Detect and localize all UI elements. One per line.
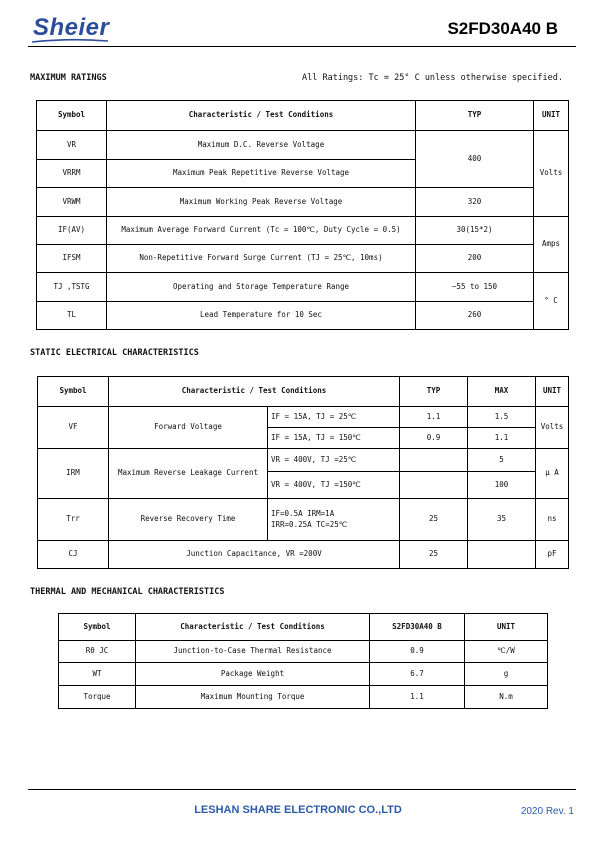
table-row [38,541,569,569]
unit-cell: ° C [534,273,569,330]
characteristic-cell: Maximum Peak Repetitive Reverse Voltage [107,160,416,188]
value-cell: 0.9 [370,641,465,663]
characteristic-cell: Maximum D.C. Reverse Voltage [107,131,416,160]
col-header: MAX [468,377,536,407]
symbol-cell: IF(AV) [37,217,107,245]
symbol-cell: TL [37,302,107,330]
table-row [37,273,569,302]
condition-cell [268,499,400,541]
typ-cell: −55 to 150 [416,273,534,302]
symbol-cell: TJ ,TSTG [37,273,107,302]
symbol-cell: IFSM [37,245,107,273]
unit-cell: ℃/W [465,641,548,663]
characteristic-cell: Lead Temperature for 10 Sec [107,302,416,330]
symbol-cell: IRM [38,449,109,499]
col-header: Symbol [38,377,109,407]
part-number: S2FD30A40 B [447,19,558,38]
typ-cell: 200 [416,245,534,273]
table-row [37,131,569,160]
col-header: Characteristic / Test Conditions [136,614,370,641]
symbol-cell: VRWM [37,188,107,217]
company-name: LESHAN SHARE ELECTRONIC CO.,LTD [194,804,402,816]
condition-line: IF=0.5A IRM=1A [271,509,335,519]
table-row [38,449,569,472]
characteristic-cell: Package Weight [136,663,370,686]
table-header-row [38,377,569,407]
col-header: UNIT [465,614,548,641]
table-row [37,217,569,245]
characteristic-cell: Junction Capacitance, VR =200V [109,541,400,569]
col-header: TYP [416,101,534,131]
col-header: S2FD30A40 B [370,614,465,641]
max-ratings-table [36,100,569,330]
table-row [38,499,569,541]
unit-cell: g [465,663,548,686]
condition-cell: IF = 15A, TJ = 150℃ [268,428,400,449]
max-cell: 1.5 [468,407,536,428]
max-cell: 35 [468,499,536,541]
typ-cell: 1.1 [400,407,468,428]
symbol-cell: VRRM [37,160,107,188]
unit-cell: μ A [536,449,569,499]
unit-cell: Volts [536,407,569,449]
typ-cell: 0.9 [400,428,468,449]
symbol-cell: VR [37,131,107,160]
table-row [59,641,548,663]
typ-cell [400,449,468,472]
static-table [37,376,569,569]
typ-cell: 320 [416,188,534,217]
thermal-table [58,613,548,709]
max-cell [468,541,536,569]
table-row [37,245,569,273]
characteristic-cell: Maximum Average Forward Current (Tc = 100℃, Duty Cycle = 0.5) [107,217,416,245]
col-header: Symbol [37,101,107,131]
characteristic-cell: Forward Voltage [109,407,268,449]
unit-cell: Volts [534,131,569,217]
max-ratings-title: MAXIMUM RATINGS [30,73,107,83]
typ-cell: 25 [400,541,468,569]
unit-cell: Amps [534,217,569,273]
max-cell: 1.1 [468,428,536,449]
table-header-row [59,614,548,641]
value-cell: 6.7 [370,663,465,686]
condition-line: IRR=0.25A TC=25℃ [271,519,348,529]
col-header: Characteristic / Test Conditions [107,101,416,131]
max-cell: 100 [468,472,536,499]
symbol-cell: WT [59,663,136,686]
condition-cell: VR = 400V, TJ =25℃ [268,449,400,472]
col-header: UNIT [534,101,569,131]
table-row [59,686,548,709]
characteristic-cell: Junction-to-Case Thermal Resistance [136,641,370,663]
unit-cell: ns [536,499,569,541]
characteristic-cell: Operating and Storage Temperature Range [107,273,416,302]
thermal-title: THERMAL AND MECHANICAL CHARACTERISTICS [30,587,225,597]
characteristic-cell: Reverse Recovery Time [109,499,268,541]
table-row [59,663,548,686]
symbol-cell: VF [38,407,109,449]
footer-rule [28,789,576,790]
condition-cell: IF = 15A, TJ = 25℃ [268,407,400,428]
col-header: Characteristic / Test Conditions [109,377,400,407]
table-row [38,407,569,428]
symbol-cell: Torque [59,686,136,709]
typ-cell: 400 [416,131,534,188]
symbol-cell: Rθ JC [59,641,136,663]
symbol-cell: CJ [38,541,109,569]
col-header: Symbol [59,614,136,641]
typ-cell: 260 [416,302,534,330]
ratings-note: All Ratings: Tc = 25° C unless otherwise specified. [302,73,563,83]
characteristic-cell: Maximum Mounting Torque [136,686,370,709]
logo-swoosh-icon [30,38,110,44]
unit-cell: pF [536,541,569,569]
static-title: STATIC ELECTRICAL CHARACTERISTICS [30,348,199,358]
symbol-cell: Trr [38,499,109,541]
typ-cell: 30(15*2) [416,217,534,245]
typ-cell [400,472,468,499]
col-header: TYP [400,377,468,407]
characteristic-cell: Non-Repetitive Forward Surge Current (TJ = 25℃, 10ms) [107,245,416,273]
company-logo: Sheier [33,14,110,41]
characteristic-cell: Maximum Working Peak Reverse Voltage [107,188,416,217]
header-rule [28,46,576,47]
unit-cell: N.m [465,686,548,709]
col-header: UNIT [536,377,569,407]
table-header-row [37,101,569,131]
max-cell: 5 [468,449,536,472]
condition-cell: VR = 400V, TJ =150℃ [268,472,400,499]
characteristic-cell: Maximum Reverse Leakage Current [109,449,268,499]
typ-cell: 25 [400,499,468,541]
table-row [37,302,569,330]
table-row [37,188,569,217]
value-cell: 1.1 [370,686,465,709]
revision-label: 2020 Rev. 1 [520,806,574,817]
